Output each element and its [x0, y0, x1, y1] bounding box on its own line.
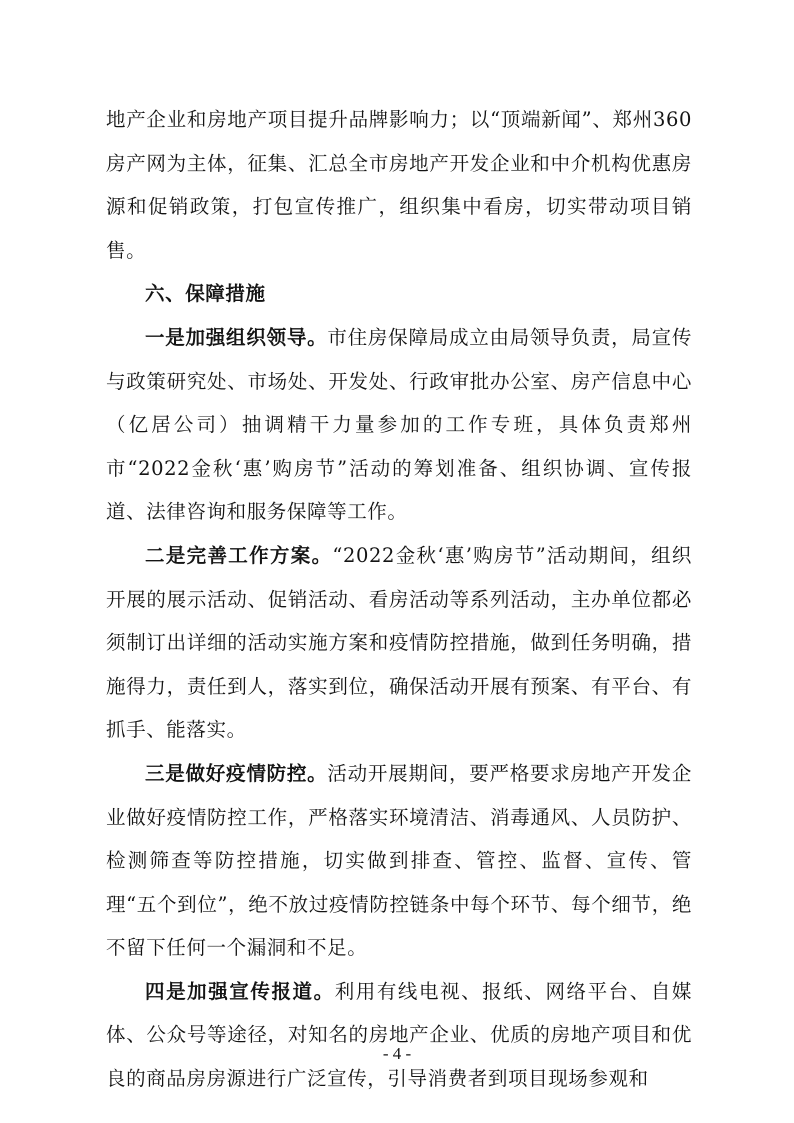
measure-text-4: 利用有线电视、报纸、网络平台、自媒体、公众号等途径，对知名的房地产企业、优质的房地产项目和优良的商品房房源进行广泛宣传，引导消费者到项目现场参观和 [106, 979, 692, 1091]
measure-lead-3: 三是做好疫情防控。 [145, 761, 328, 785]
measure-paragraph-3 [106, 752, 692, 970]
measure-text-2: “2022金秋‘惠’购房节”活动期间，组织开展的展示活动、促销活动、看房活动等系列活动，主办单位都必须制订出详细的活动实施方案和疫情防控措施，做到任务明确，措施得力，责任到人，落实到位，确保活动开展有预案、有平台、有抓手、能落实。 [106, 543, 693, 742]
measure-paragraph-1 [106, 316, 692, 534]
continued-paragraph [106, 98, 692, 272]
paragraph-text: 地产企业和房地产项目提升品牌影响力；以“顶端新闻”、郑州360房产网为主体，征集、汇总全市房地产开发企业和中介机构优惠房源和促销政策，打包宣传推广，组织集中看房，切实带动项目销售。 [106, 108, 692, 262]
measure-paragraph-2 [106, 534, 692, 752]
measure-paragraph-4 [106, 970, 692, 1101]
body-text [106, 98, 692, 1101]
measure-lead-1: 一是加强组织领导。 [145, 325, 328, 349]
measure-text-3: 活动开展期间，要严格要求房地产开发企业做好疫情防控工作，严格落实环境清洁、消毒通风、人员防护、检测筛查等防控措施，切实做到排查、管控、监督、宣传、管理“五个到位”，绝不放过疫情防控链条中每个环节、每个细节，绝不留下任何一个漏洞和不足。 [106, 761, 692, 960]
measure-lead-2: 二是完善工作方案。 [145, 543, 333, 567]
section-heading: 六、保障措施 [145, 282, 266, 306]
measure-text-1: 市住房保障局成立由局领导负责，局宣传与政策研究处、市场处、开发处、行政审批办公室、房产信息中心（亿居公司）抽调精干力量参加的工作专班，具体负责郑州市“2022金秋‘惠’购房节”活动的筹划准备、组织协调、宣传报道、法律咨询和服务保障等工作。 [106, 325, 692, 524]
measure-lead-4: 四是加强宣传报道。 [145, 979, 335, 1003]
page-number: - 4 - [382, 1044, 412, 1063]
